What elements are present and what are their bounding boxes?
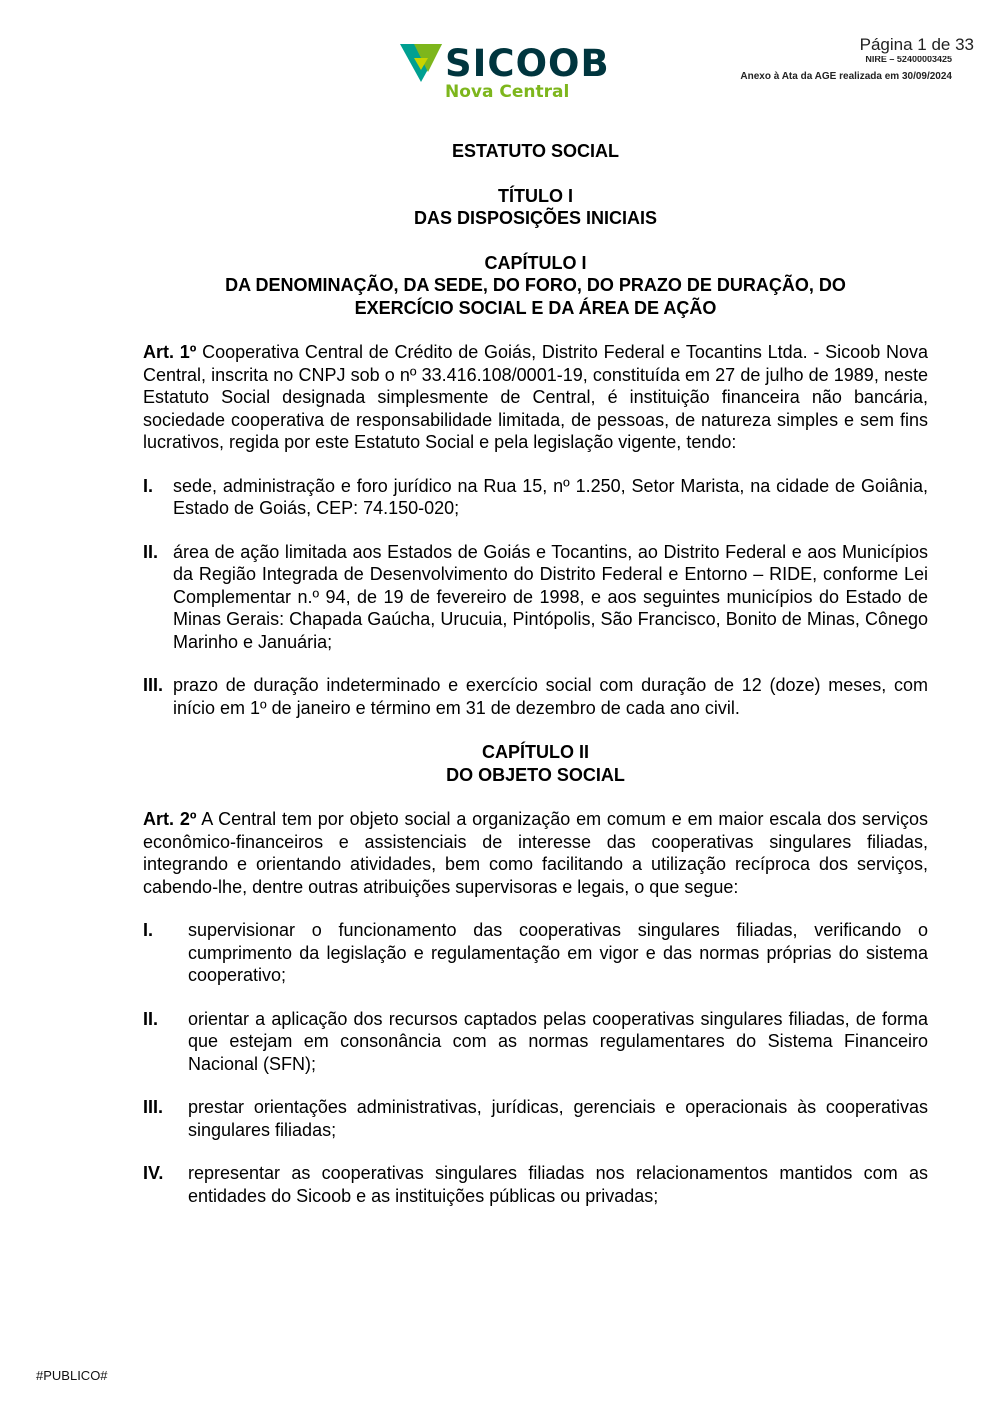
article-2-items (143, 919, 928, 1207)
annex-note: Anexo à Ata da AGE realizada em 30/09/2024 (740, 71, 952, 82)
item-number: I. (143, 475, 154, 496)
logo-name: SICOOB (445, 42, 610, 85)
article-1-items (143, 475, 928, 720)
item-number: III. (143, 675, 164, 695)
list-item (143, 1096, 928, 1141)
item-text: área de ação limitada aos Estados de Goiás e Tocantins, ao Distrito Federal e aos Municípios da Região Integrada de Desenvolvimento do Distrito Federal e Entorno – RIDE, conforme Lei Complementar n.º 94, de 19 de fevereiro de 1998, e aos seguintes municípios do Estado de Minas Gerais: Chapada Gaúcha, Urucuia, Pintópolis, São Francisco, Bonito de Minas, Cônego Marinho e Januária; (173, 541, 928, 652)
chapter-1-name-line1: DA DENOMINAÇÃO, DA SEDE, DO FORO, DO PRAZO DE DURAÇÃO, DO (225, 275, 846, 295)
article-1-text: Cooperativa Central de Crédito de Goiás, Distrito Federal e Tocantins Ltda. - Sicoob Nova Central, inscrita no CNPJ sob o nº 33.416.108/0001-19, constituída em 27 de julho de 1989, neste Estatuto Social designada simplesmente de Central, é instituição financeira não bancária, sociedade cooperativa de responsabilidade limitada, de pessoas, de natureza simples e sem fins lucrativos, regida por este Estatuto Social e pela legislação vigente, tendo: (143, 342, 928, 452)
list-item (143, 1162, 928, 1207)
item-text: orientar a aplicação dos recursos captados pelas cooperativas singulares filiadas, de forma que estejam em consonância com as normas regulamentares do Sistema Financeiro Nacional (SFN); (188, 1008, 928, 1074)
item-text: sede, administração e foro jurídico na Rua 15, nº 1.250, Setor Marista, na cidade de Goiânia, Estado de Goiás, CEP: 74.150-020; (173, 475, 928, 518)
article-2-text: A Central tem por objeto social a organização em comum e em maior escala dos serviços econômico-financeiros e assistenciais de interesse das cooperativas singulares filiadas, integrando e orientando atividades, bem como facilitando a utilização recíproca dos serviços, cabendo-lhe, dentre outras atribuições supervisoras e legais, o que segue: (143, 809, 928, 897)
chapter-1-label: CAPÍTULO I (484, 252, 587, 273)
item-number: II. (143, 1008, 159, 1029)
sicoob-logo (400, 40, 610, 105)
list-item (143, 541, 928, 654)
list-item (143, 919, 928, 987)
item-number: IV. (143, 1163, 164, 1183)
item-number: III. (143, 1097, 164, 1117)
list-item (143, 475, 928, 520)
logo-subtitle: Nova Central (445, 82, 570, 102)
item-text: supervisionar o funcionamento das cooperativas singulares filiadas, verificando o cumprimento da legislação e regulamentação em vigor e das normas próprias do sistema cooperativo; (188, 920, 928, 985)
article-1-label: Art. 1º (143, 342, 197, 362)
item-text: prazo de duração indeterminado e exercício social com duração de 12 (doze) meses, com início em 1º de janeiro e término em 31 de dezembro de cada ano civil. (173, 675, 928, 718)
title-label: TÍTULO I (498, 185, 573, 206)
sicoob-logo-icon (400, 42, 442, 86)
chapter-2-name: DO OBJETO SOCIAL (446, 764, 625, 785)
list-item (143, 674, 928, 719)
item-text: prestar orientações administrativas, jurídicas, gerenciais e operacionais às cooperativas singulares filiadas; (188, 1097, 928, 1140)
title-name: DAS DISPOSIÇÕES INICIAIS (413, 208, 658, 228)
list-item (143, 1008, 928, 1076)
classification-tag: #PUBLICO# (36, 1368, 108, 1383)
nire-number: NIRE – 52400003425 (865, 56, 952, 64)
item-number: II. (143, 541, 159, 562)
page-number: Página 1 de 33 (859, 35, 974, 54)
chapter-2-label: CAPÍTULO II (482, 742, 589, 762)
article-1 (143, 341, 928, 454)
item-text: representar as cooperativas singulares filiadas nos relacionamentos mantidos com as entidades do Sicoob e as instituições públicas ou privadas; (188, 1163, 928, 1206)
chapter-1-name-line2: EXERCÍCIO SOCIAL E DA ÁREA DE AÇÃO (354, 297, 717, 318)
document-body (143, 140, 928, 1207)
document-title: ESTATUTO SOCIAL (451, 141, 619, 161)
article-2-label: Art. 2º (143, 809, 197, 829)
article-2 (143, 808, 928, 898)
item-number: I. (143, 920, 154, 940)
